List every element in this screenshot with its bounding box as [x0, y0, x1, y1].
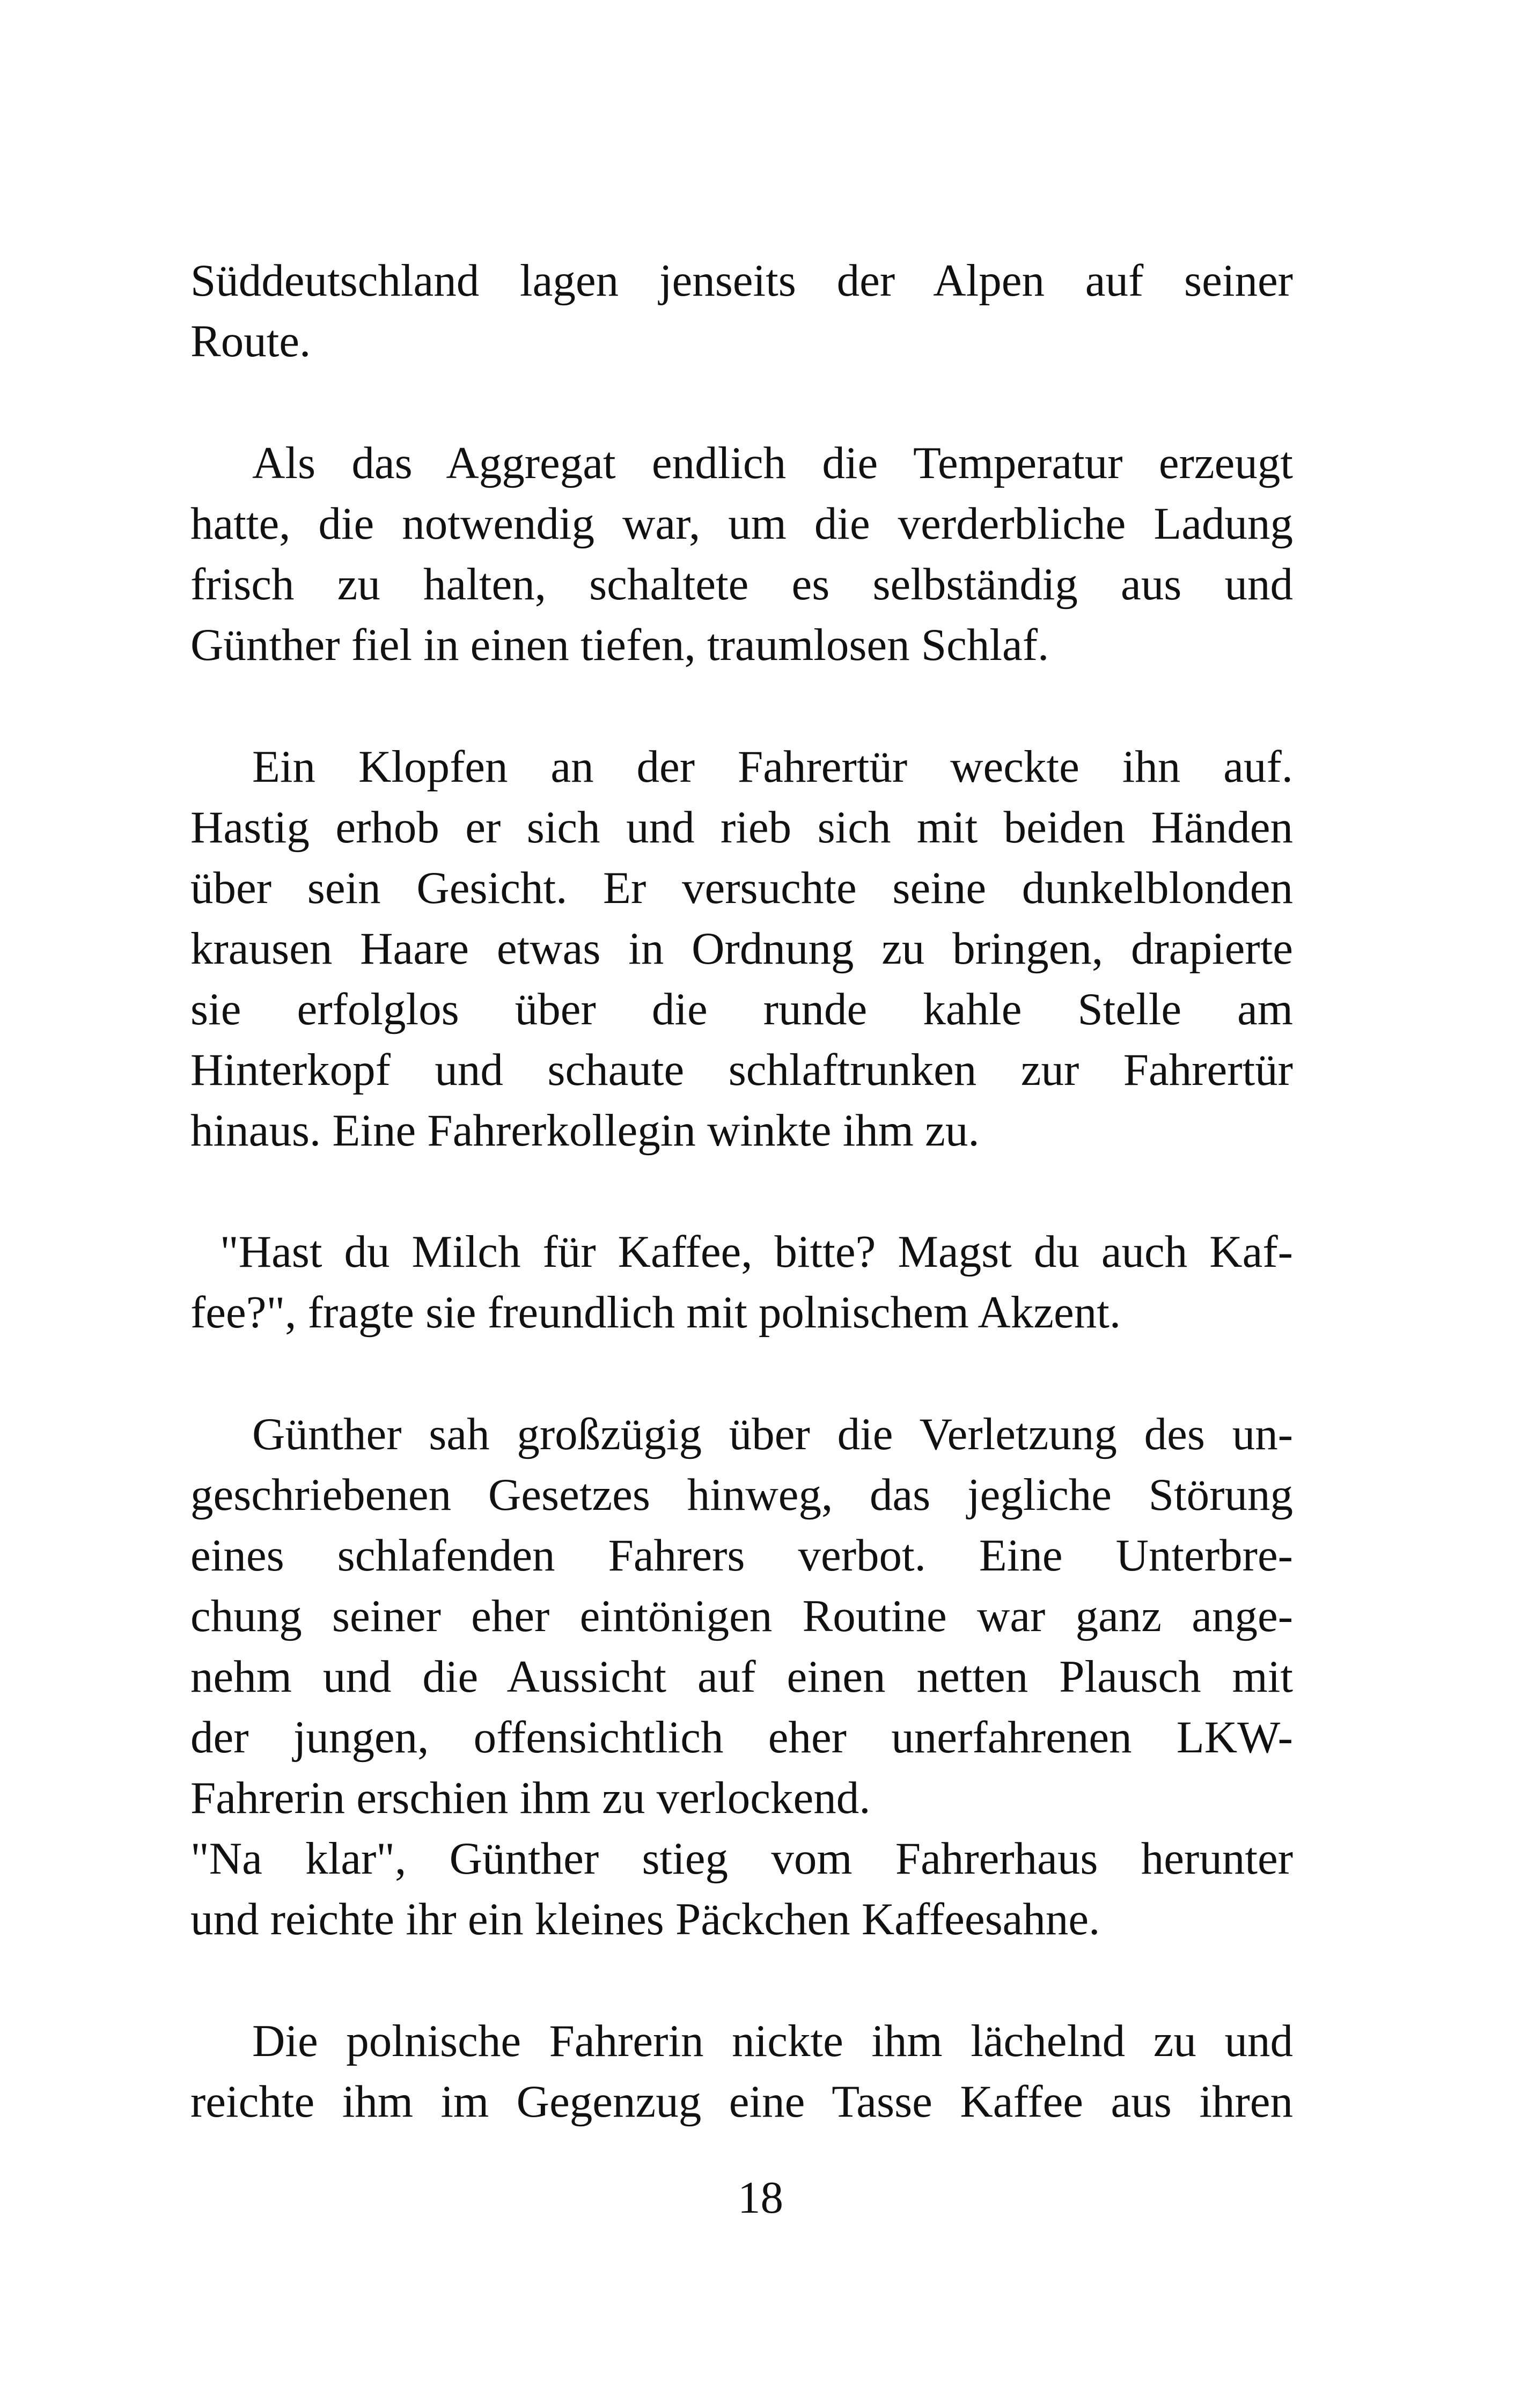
text-line: "Hast du Milch für Kaffee, bitte? Magst du auch Kaf-: [220, 1227, 1293, 1277]
text-line: Route.: [190, 316, 311, 366]
paragraph-5: [190, 1404, 1293, 1829]
text-line: nehm und die Aussicht auf einen netten Plausch mit: [190, 1651, 1293, 1702]
text-line: eines schlafenden Fahrers verbot. Eine Unterbre-: [190, 1530, 1293, 1581]
text-line: "Na klar", Günther stieg vom Fahrerhaus herunter: [190, 1833, 1293, 1884]
text-line: reichte ihm im Gegenzug eine Tasse Kaffee aus ihren: [190, 2076, 1293, 2127]
text-line: geschriebenen Gesetzes hinweg, das jegliche Störung: [190, 1470, 1293, 1520]
text-line: Hinterkopf und schaute schlaftrunken zur Fahrertür: [190, 1045, 1293, 1095]
page-number: 18: [738, 2172, 783, 2223]
text-line: Die polnische Fahrerin nickte ihm lächelnd zu und: [252, 2016, 1293, 2066]
paragraph-7: [190, 2011, 1293, 2132]
text-line: frisch zu halten, schaltete es selbständig aus und: [190, 559, 1293, 610]
text-line: chung seiner eher eintönigen Routine war ganz ange-: [190, 1591, 1293, 1641]
text-line: der jungen, offensichtlich eher unerfahrenen LKW-: [190, 1712, 1293, 1763]
text-line: über sein Gesicht. Er versuchte seine dunkelblonden: [190, 863, 1293, 913]
text-line: hatte, die notwendig war, um die verderbliche Ladung: [190, 498, 1293, 549]
paragraph-1: [190, 251, 1293, 372]
text-line: Fahrerin erschien ihm zu verlockend.: [190, 1773, 871, 1823]
text-line: Ein Klopfen an der Fahrertür weckte ihn auf.: [252, 742, 1293, 792]
text-line: krausen Haare etwas in Ordnung zu bringen, drapierte: [190, 923, 1293, 974]
paragraph-2: [190, 433, 1293, 676]
paragraph-3: [190, 737, 1293, 1161]
text-line: hinaus. Eine Fahrerkollegin winkte ihm zu.: [190, 1105, 980, 1156]
paragraph-6: [190, 1829, 1293, 1950]
text-line: Hastig erhob er sich und rieb sich mit beiden Händen: [190, 802, 1293, 853]
text-line: Süddeutschland lagen jenseits der Alpen auf seiner: [190, 255, 1293, 306]
paragraph-4: [190, 1222, 1293, 1343]
text-line: Als das Aggregat endlich die Temperatur erzeugt: [252, 438, 1293, 488]
text-line: Günther sah großzügig über die Verletzung des un-: [252, 1409, 1293, 1459]
text-line: und reichte ihr ein kleines Päckchen Kaffeesahne.: [190, 1894, 1100, 1944]
text-line: fee?", fragte sie freundlich mit polnischem Akzent.: [190, 1287, 1121, 1338]
text-line: sie erfolglos über die runde kahle Stelle am: [190, 984, 1293, 1034]
text-line: Günther fiel in einen tiefen, traumlosen Schlaf.: [190, 620, 1049, 670]
